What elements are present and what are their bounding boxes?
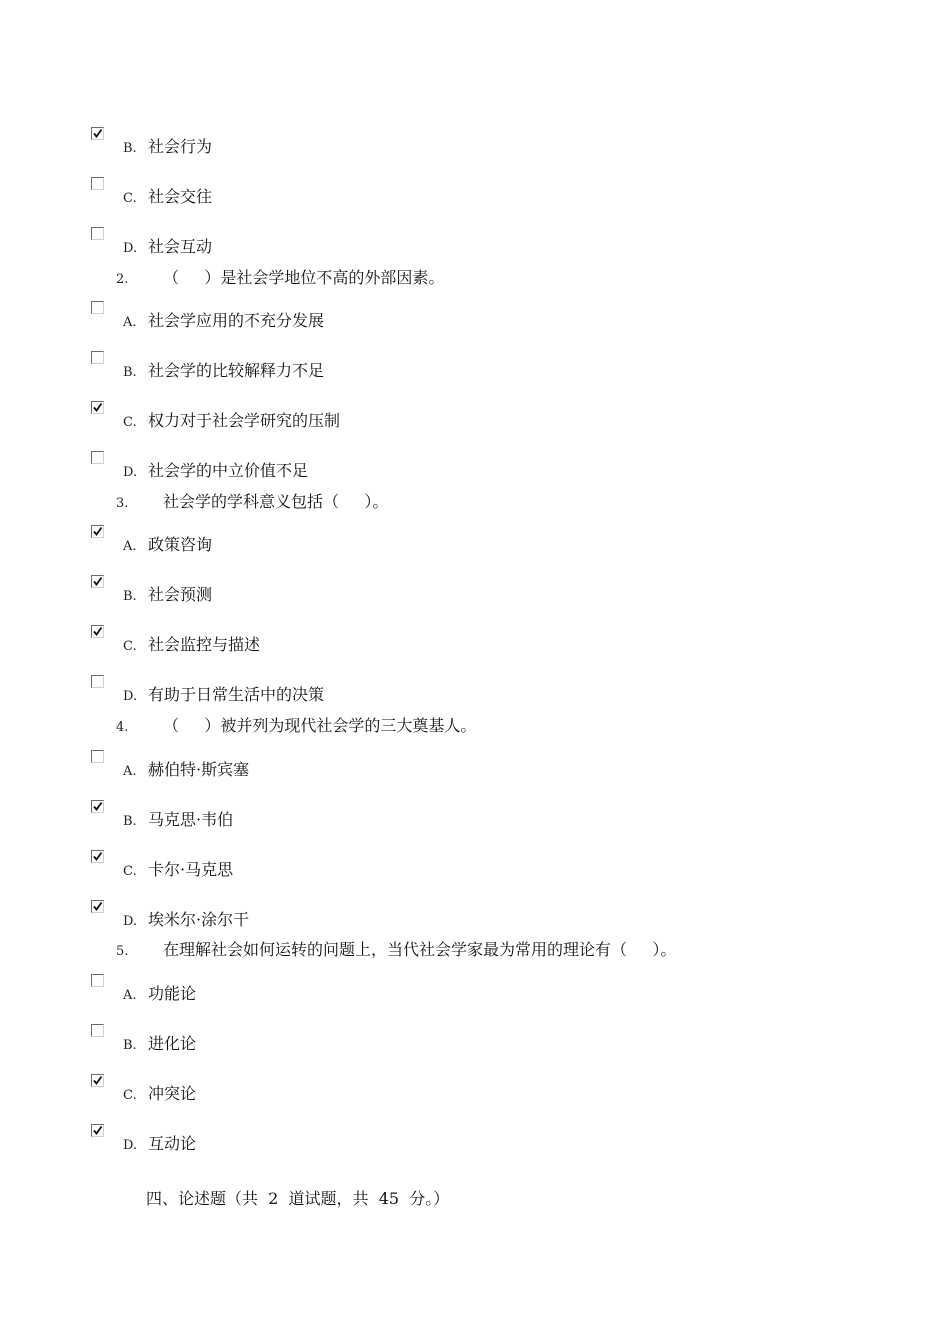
question-number: 4.: [116, 720, 129, 735]
option-q2-d: [0, 451, 950, 491]
option-letter: B.: [123, 814, 137, 829]
check-mark-icon: [92, 801, 103, 812]
check-mark-icon: [92, 901, 103, 912]
option-letter: B.: [123, 1038, 137, 1053]
checkbox-q2-d[interactable]: [91, 451, 104, 464]
checkbox-q5-a[interactable]: [91, 974, 104, 987]
option-q1-c: [0, 177, 950, 217]
option-letter: C.: [123, 415, 137, 430]
checkbox-q2-c-checked[interactable]: [91, 401, 104, 414]
option-q3-c: [0, 625, 950, 665]
option-text: 马克思·韦伯: [148, 810, 234, 829]
check-mark-icon: [92, 1125, 103, 1136]
check-mark-icon: [92, 526, 103, 537]
question-text: （ ）被并列为现代社会学的三大奠基人。: [163, 716, 477, 735]
check-mark-icon: [92, 402, 103, 413]
section-heading: 四、论述题（共 2 道试题，共 45 分。）: [146, 1189, 450, 1208]
checkbox-q1-c[interactable]: [91, 177, 104, 190]
check-mark-icon: [92, 626, 103, 637]
option-q3-a: [0, 525, 950, 565]
option-text: 进化论: [148, 1034, 197, 1053]
option-text: 社会学的中立价值不足: [148, 461, 309, 480]
check-mark-icon: [92, 851, 103, 862]
question-number: 5.: [116, 944, 129, 959]
option-letter: D.: [123, 914, 138, 929]
option-letter: B.: [123, 365, 137, 380]
option-text: 互动论: [148, 1134, 197, 1153]
option-letter: C.: [123, 639, 137, 654]
option-text: 政策咨询: [148, 535, 213, 554]
checkbox-q5-b[interactable]: [91, 1024, 104, 1037]
question-text: 在理解社会如何运转的问题上，当代社会学家最为常用的理论有（ ）。: [163, 940, 677, 959]
checkbox-q3-c-checked[interactable]: [91, 625, 104, 638]
option-q4-d: [0, 900, 950, 940]
checkbox-q1-d[interactable]: [91, 227, 104, 240]
option-text: 有助于日常生活中的决策: [148, 685, 325, 704]
option-letter: D.: [123, 689, 138, 704]
option-letter: D.: [123, 1138, 138, 1153]
option-q3-b: [0, 575, 950, 615]
question-2: [0, 268, 950, 292]
option-text: 社会学应用的不充分发展: [148, 311, 325, 330]
checkbox-q4-d-checked[interactable]: [91, 900, 104, 913]
option-letter: C.: [123, 864, 137, 879]
question-4: [0, 716, 950, 740]
option-q1-d: [0, 227, 950, 267]
option-letter: D.: [123, 241, 138, 256]
option-q5-b: [0, 1024, 950, 1064]
option-letter: C.: [123, 1088, 137, 1103]
question-text: 社会学的学科意义包括（ ）。: [163, 492, 389, 511]
option-text: 埃米尔·涂尔干: [148, 910, 250, 929]
option-letter: D.: [123, 465, 138, 480]
option-q4-c: [0, 850, 950, 890]
option-letter: A.: [123, 315, 137, 330]
checkbox-q2-a[interactable]: [91, 301, 104, 314]
check-mark-icon: [92, 128, 103, 139]
checkbox-q3-a-checked[interactable]: [91, 525, 104, 538]
option-q3-d: [0, 675, 950, 715]
checkbox-q5-c-checked[interactable]: [91, 1074, 104, 1087]
option-text: 社会行为: [148, 137, 213, 156]
option-text: 权力对于社会学研究的压制: [148, 411, 341, 430]
checkbox-q3-b-checked[interactable]: [91, 575, 104, 588]
option-q5-a: [0, 974, 950, 1014]
option-q4-a: [0, 750, 950, 790]
option-text: 卡尔·马克思: [148, 860, 234, 879]
check-mark-icon: [92, 1075, 103, 1086]
option-q2-b: [0, 351, 950, 391]
option-letter: A.: [123, 764, 137, 779]
option-text: 冲突论: [148, 1084, 197, 1103]
option-text: 社会交往: [148, 187, 213, 206]
option-text: 社会互动: [148, 237, 213, 256]
checkbox-q3-d[interactable]: [91, 675, 104, 688]
option-letter: A.: [123, 539, 137, 554]
checkbox-q4-c-checked[interactable]: [91, 850, 104, 863]
option-letter: C.: [123, 191, 137, 206]
option-letter: A.: [123, 988, 137, 1003]
option-q4-b: [0, 800, 950, 840]
checkbox-q2-b[interactable]: [91, 351, 104, 364]
question-5: [0, 940, 950, 964]
question-text: （ ）是社会学地位不高的外部因素。: [163, 268, 445, 287]
option-q1-b: [0, 127, 950, 167]
question-number: 2.: [116, 272, 129, 287]
option-q5-c: [0, 1074, 950, 1114]
option-text: 功能论: [148, 984, 197, 1003]
option-q2-c: [0, 401, 950, 441]
checkbox-q1-b-checked[interactable]: [91, 127, 104, 140]
check-mark-icon: [92, 576, 103, 587]
option-text: 社会监控与描述: [148, 635, 261, 654]
option-text: 社会预测: [148, 585, 213, 604]
checkbox-q4-a[interactable]: [91, 750, 104, 763]
option-letter: B.: [123, 141, 137, 156]
checkbox-q5-d-checked[interactable]: [91, 1124, 104, 1137]
option-text: 赫伯特·斯宾塞: [148, 760, 250, 779]
option-q2-a: [0, 301, 950, 341]
option-q5-d: [0, 1124, 950, 1164]
checkbox-q4-b-checked[interactable]: [91, 800, 104, 813]
question-number: 3.: [116, 496, 129, 511]
option-letter: B.: [123, 589, 137, 604]
question-3: [0, 492, 950, 516]
option-text: 社会学的比较解释力不足: [148, 361, 325, 380]
